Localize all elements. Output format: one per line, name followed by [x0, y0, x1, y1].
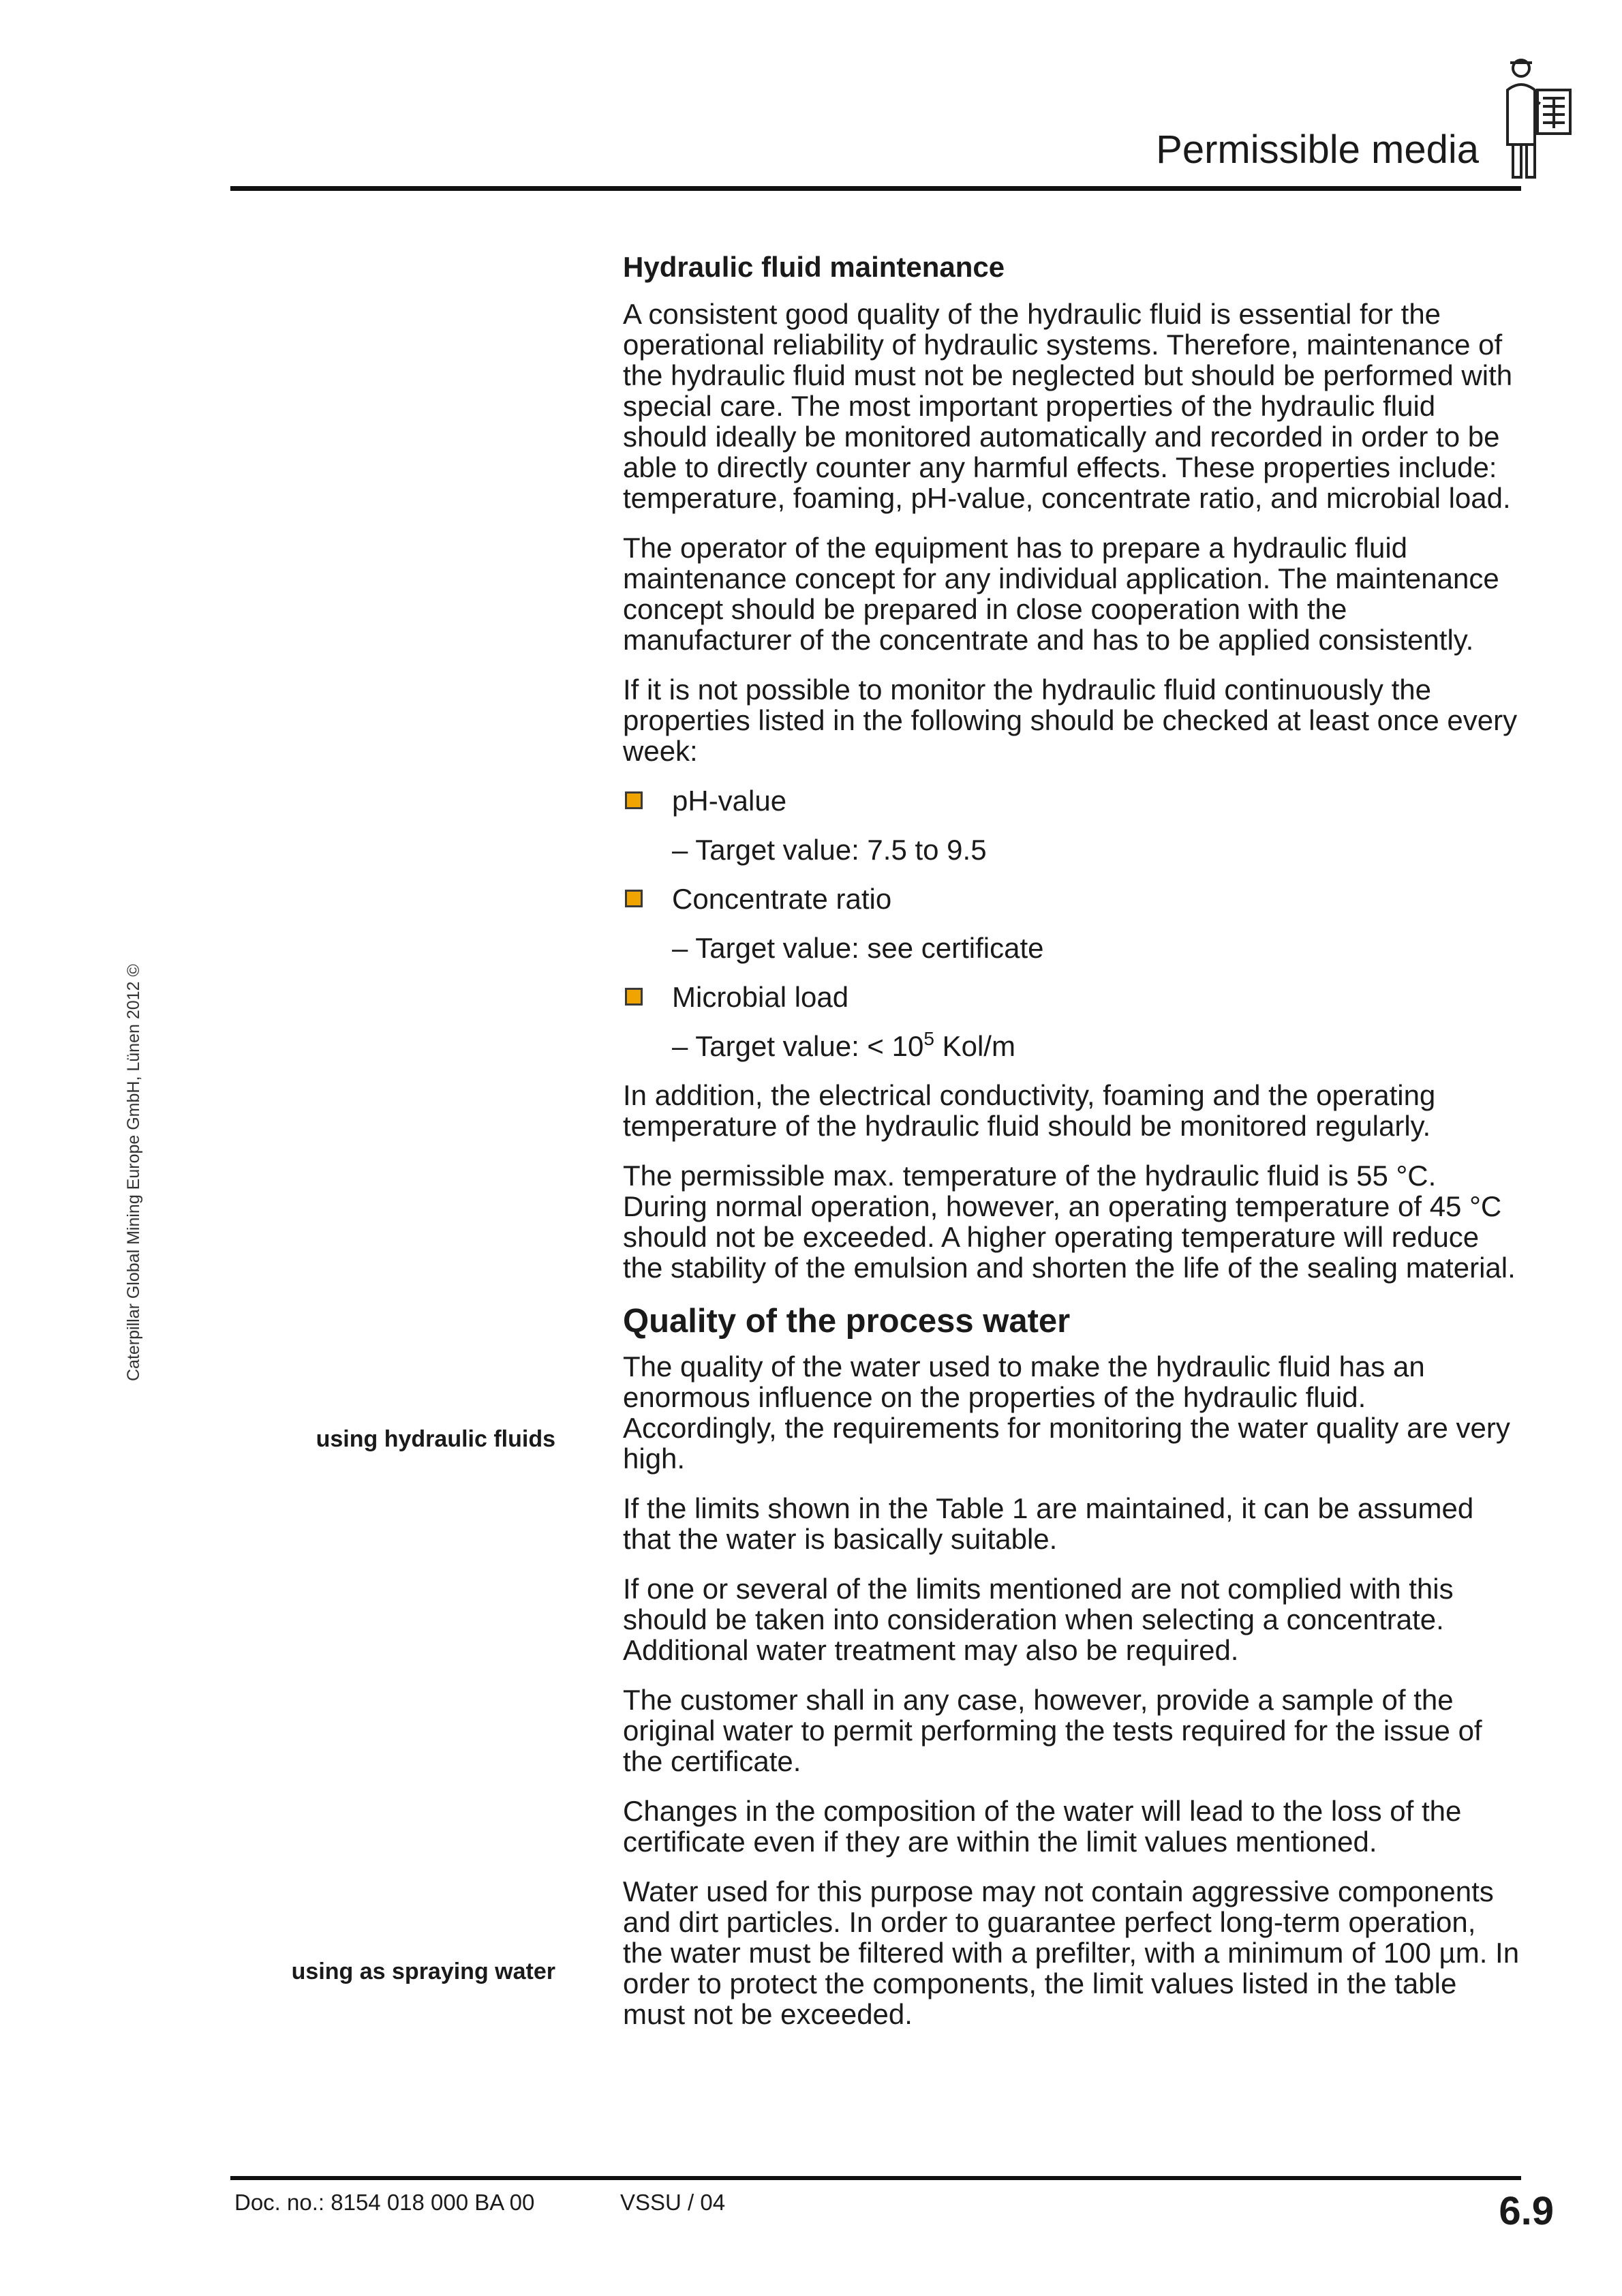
footer-rule: [230, 2176, 1521, 2180]
paragraph: If the limits shown in the Table 1 are maintained, it can be assumed that the water is basically suitable.: [623, 1492, 1474, 1555]
target-suffix: Kol/m: [934, 1030, 1015, 1062]
section-heading-maintenance: Hydraulic fluid maintenance: [623, 251, 1005, 283]
header-rule: [230, 186, 1521, 191]
paragraph: The customer shall in any case, however, provide a sample of the original water to permit performing the tests required for the issue of the certificate.: [623, 1684, 1482, 1777]
bullet-item: [623, 982, 1522, 1012]
target-value: [623, 1028, 1522, 1062]
section-heading-water-quality: Quality of the process water: [623, 1303, 1071, 1340]
target-exponent: 5: [923, 1028, 934, 1049]
main-content: [623, 251, 1522, 2049]
margin-note-hydraulic: using hydraulic fluids: [316, 1426, 555, 1452]
paragraph: Water used for this purpose may not contain aggressive components and dirt particles. In order to guarantee perfect long-term operation, the water must be filtered with a prefilter, with a minimum of 100 µm. In order to protect the components, the limit values listed in the table must not be exceeded.: [623, 1875, 1520, 2030]
bullet-square-icon: [625, 791, 643, 809]
bullet-label: Concentrate ratio: [672, 883, 892, 915]
paragraph: The operator of the equipment has to prepare a hydraulic fluid maintenance concept for any individual application. The maintenance concept should be prepared in close cooperation with the manufacturer of the concentrate and has to be applied consistently.: [623, 532, 1499, 656]
copyright-notice: Caterpillar Global Mining Europe GmbH, Lünen 2012 ©: [124, 964, 143, 1381]
paragraph: A consistent good quality of the hydraulic fluid is essential for the operational reliability of hydraulic systems. Therefore, maintenance of the hydraulic fluid must not be neglected but should be performed with special care. The most important properties of the hydraulic fluid should ideally be monitored automatically and recorded in order to be able to directly counter any harmful effects. These properties include: temperature, foaming, pH-value, concentrate ratio, and microbial load.: [623, 298, 1513, 514]
doc-number: Doc. no.: 8154 018 000 BA 00: [234, 2190, 535, 2215]
paragraph: If one or several of the limits mentioned are not complied with this should be taken into consideration when selecting a concentrate. Additional water treatment may also be required.: [623, 1573, 1454, 1666]
page-title: Permissible media: [1156, 127, 1479, 172]
bullet-square-icon: [625, 890, 643, 907]
paragraph: The quality of the water used to make the hydraulic fluid has an enormous influence on the properties of the hydraulic fluid. Accordingly, the requirements for monitoring the water quality are very high.: [623, 1350, 1510, 1475]
technician-with-manual-icon: [1491, 49, 1581, 185]
bullet-item: [623, 785, 1522, 816]
bullet-item: [623, 883, 1522, 914]
bullet-label: pH-value: [672, 785, 787, 817]
paragraph: In addition, the electrical conductivity, foaming and the operating temperature of the hydraulic fluid should be monitored regularly.: [623, 1079, 1436, 1142]
bullet-label: Microbial load: [672, 981, 849, 1013]
paragraph: The permissible max. temperature of the hydraulic fluid is 55 °C. During normal operation, however, an operating temperature of 45 °C should not be exceeded. A higher operating temperature will reduce the stability of the emulsion and shorten the life of the sealing material.: [623, 1160, 1516, 1284]
margin-note-spraying: using as spraying water: [291, 1959, 555, 1984]
target-value: – Target value: 7.5 to 9.5: [672, 834, 987, 866]
target-value: – Target value: see certificate: [672, 932, 1044, 964]
page-number: 6.9: [1499, 2189, 1554, 2233]
bullet-square-icon: [625, 988, 643, 1006]
paragraph: If it is not possible to monitor the hydraulic fluid continuously the properties listed in the following should be checked at least once every week:: [623, 674, 1518, 767]
doc-version: VSSU / 04: [620, 2190, 726, 2215]
target-prefix: – Target value: < 10: [672, 1030, 924, 1062]
paragraph: Changes in the composition of the water will lead to the loss of the certificate even if they are within the limit values mentioned.: [623, 1795, 1462, 1858]
